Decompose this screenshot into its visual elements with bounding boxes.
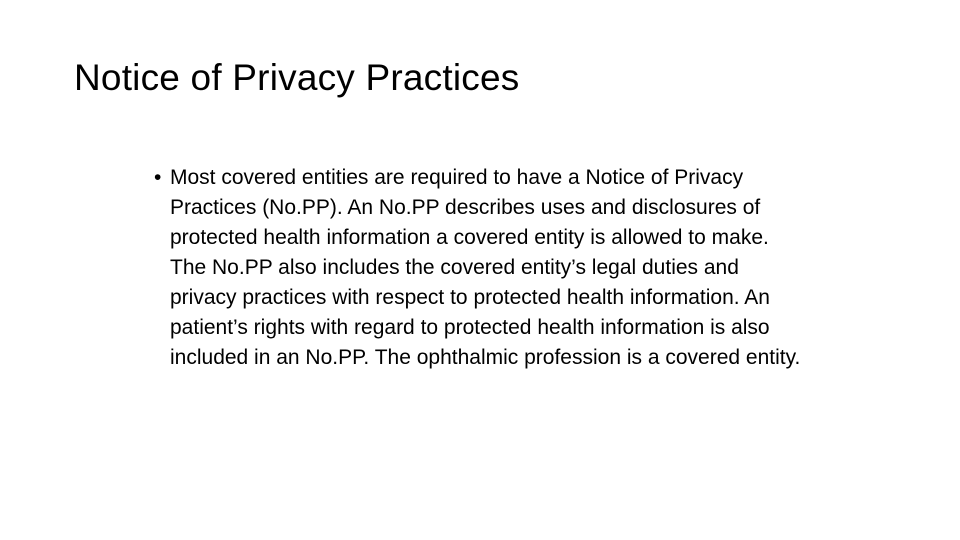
bullet-list xyxy=(148,163,808,373)
bullet-item xyxy=(148,163,808,373)
bullet-text: Most covered entities are required to have a Notice of Privacy Practices (No.PP). An No.PP describes uses and disclosures of protected health information a covered entity is allowed to make. The No.PP also includes the covered entity’s legal duties and privacy practices with respect to protected health information. An patient’s rights with regard to protected health information is also included in an No.PP. The ophthalmic profession is a covered entity. xyxy=(170,166,801,369)
slide-title: Notice of Privacy Practices xyxy=(74,57,520,98)
bullet-marker-icon: • xyxy=(154,166,162,189)
